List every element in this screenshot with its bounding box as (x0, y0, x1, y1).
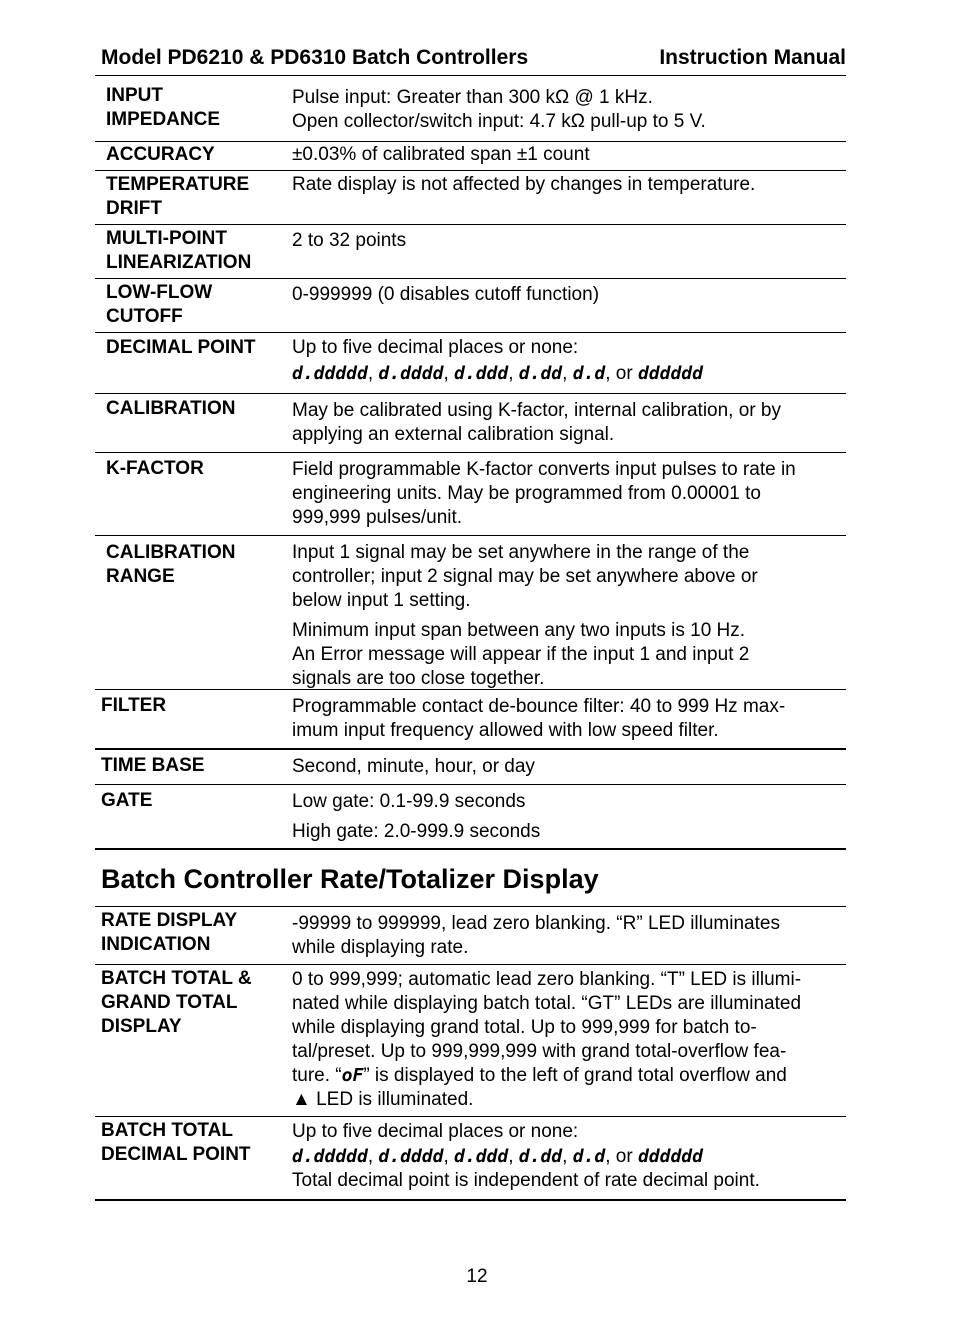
spec-line: 0-999999 (0 disables cutoff function) (292, 284, 600, 305)
separator: , (367, 363, 374, 384)
spec-line (292, 1064, 844, 1088)
row-divider (95, 170, 846, 171)
separator: , (562, 363, 568, 384)
spec-line: High gate: 2.0-999.9 seconds (292, 821, 541, 842)
decimal-formats (292, 1145, 844, 1169)
spec-line: 0 to 999,999; automatic lead zero blanking. “T” LED is illumi- (292, 969, 802, 990)
spec-label: FILTER (101, 695, 167, 716)
spec-line: Second, minute, hour, or day (292, 756, 535, 777)
row-divider (95, 393, 846, 394)
header-right: Instruction Manual (659, 46, 846, 69)
format-5dp: d.ddddd (292, 1146, 368, 1167)
row-divider (95, 224, 846, 225)
row-divider (95, 278, 846, 279)
format-4dp: d.dddd (378, 1146, 444, 1167)
row-divider (95, 748, 846, 750)
separator: , (443, 363, 449, 384)
spec-line: signals are too close together. (292, 668, 545, 689)
format-none: dddddd (637, 363, 703, 384)
section-title: Batch Controller Rate/Totalizer Display (101, 864, 599, 894)
header-rule (95, 75, 846, 76)
spec-value (292, 790, 844, 844)
header-title: Model PD6210 & PD6310 Batch Controllers (101, 46, 529, 69)
format-none: dddddd (637, 1146, 703, 1167)
spec-line: -99999 to 999999, lead zero blanking. “R” LED illuminates (292, 913, 780, 934)
spec-value (292, 229, 844, 253)
format-3dp: d.ddd (454, 363, 509, 384)
spec-line: Up to five decimal places or none: (292, 1121, 579, 1142)
spec-value (292, 755, 844, 779)
spec-value (292, 458, 844, 530)
spec-label: ACCURACY (106, 144, 215, 165)
format-2dp: d.dd (518, 363, 563, 384)
separator: , (367, 1146, 374, 1167)
spec-line: below input 1 setting. (292, 590, 471, 611)
format-1dp: d.d (572, 1146, 606, 1167)
spec-value (292, 399, 844, 447)
spec-line: 999,999 pulses/unit. (292, 507, 463, 528)
spec-line: tal/preset. Up to 999,999,999 with grand total-overflow fea- (292, 1041, 787, 1062)
spec-label: TIME BASE (101, 755, 205, 776)
row-divider (95, 784, 846, 785)
separator: , (508, 363, 514, 384)
spec-line: ▲ LED is illuminated. (292, 1089, 474, 1110)
spec-label: LOW-FLOW CUTOFF (106, 282, 213, 327)
spec-line: Minimum input span between any two inputs is 10 Hz. (292, 620, 746, 641)
or-text: , or (605, 1146, 633, 1167)
spec-line: Field programmable K-factor converts input pulses to rate in (292, 459, 796, 480)
row-divider (95, 452, 846, 453)
spec-label: MULTI-POINT LINEARIZATION (106, 228, 252, 273)
format-5dp: d.ddddd (292, 363, 368, 384)
row-divider (95, 141, 846, 142)
decimal-formats (292, 362, 844, 386)
separator: , (508, 1146, 514, 1167)
spec-line: controller; input 2 signal may be set anywhere above or (292, 566, 758, 587)
spec-value (292, 968, 844, 1112)
spec-line: May be calibrated using K-factor, internal calibration, or by (292, 400, 781, 421)
spec-line: nated while displaying batch total. “GT” LEDs are illuminated (292, 993, 802, 1014)
spec-line: Total decimal point is independent of rate decimal point. (292, 1170, 760, 1191)
spec-line: while displaying grand total. Up to 999,999 for batch to- (292, 1017, 757, 1038)
spec-line: An Error message will appear if the input 1 and input 2 (292, 644, 750, 665)
table-end-rule (95, 1199, 846, 1201)
text-fragment: ” is displayed to the left of grand total overflow and (363, 1065, 787, 1086)
row-divider (95, 535, 846, 536)
spec-line: while displaying rate. (292, 937, 469, 958)
row-divider (95, 1116, 846, 1117)
spec-value (292, 283, 844, 307)
spec-line: Open collector/switch input: 4.7 kΩ pull-up to 5 V. (292, 111, 706, 132)
spec-line: imum input frequency allowed with low speed filter. (292, 720, 719, 741)
text-fragment: ture. “ (292, 1065, 342, 1086)
format-1dp: d.d (572, 363, 606, 384)
spec-line: Pulse input: Greater than 300 kΩ @ 1 kHz. (292, 87, 653, 108)
spec-line: engineering units. May be programmed from 0.00001 to (292, 483, 761, 504)
spec-line: 2 to 32 points (292, 230, 407, 251)
spec-label: TEMPERATURE DRIFT (106, 174, 250, 219)
row-divider (95, 332, 846, 333)
section-end-rule (95, 848, 846, 850)
spec-value (292, 86, 844, 134)
spec-line: Programmable contact de-bounce filter: 40 to 999 Hz max- (292, 696, 786, 717)
spec-label: GATE (101, 790, 153, 811)
page-number: 12 (466, 1266, 488, 1287)
separator: , (443, 1146, 449, 1167)
spec-label: INPUT IMPEDANCE (106, 85, 221, 130)
spec-label: RATE DISPLAY INDICATION (101, 910, 238, 955)
spec-value (292, 1120, 844, 1193)
spec-line: Input 1 signal may be set anywhere in the range of the (292, 542, 750, 563)
format-3dp: d.ddd (454, 1146, 509, 1167)
spec-line: Low gate: 0.1-99.9 seconds (292, 791, 526, 812)
row-divider (95, 964, 846, 965)
spec-value (292, 695, 844, 743)
spec-label: CALIBRATION RANGE (106, 542, 236, 587)
spec-line: applying an external calibration signal. (292, 424, 615, 445)
overflow-indicator: oF (341, 1065, 364, 1086)
page-header (101, 46, 846, 70)
spec-line: ±0.03% of calibrated span ±1 count (292, 144, 590, 165)
spec-line: Up to five decimal places or none: (292, 337, 579, 358)
spec-value (292, 912, 844, 960)
spec-value (292, 541, 844, 691)
section-title-rule (95, 906, 846, 907)
row-divider (95, 689, 846, 690)
spec-label: BATCH TOTAL DECIMAL POINT (101, 1120, 251, 1165)
spec-label: K-FACTOR (106, 458, 204, 479)
spec-value (292, 143, 844, 167)
spec-value (292, 173, 844, 197)
spec-line: Rate display is not affected by changes in temperature. (292, 174, 756, 195)
format-4dp: d.dddd (378, 363, 444, 384)
spec-value (292, 336, 844, 386)
format-2dp: d.dd (518, 1146, 563, 1167)
spec-label: BATCH TOTAL & GRAND TOTAL DISPLAY (101, 968, 252, 1037)
separator: , (562, 1146, 568, 1167)
spec-label: CALIBRATION (106, 398, 236, 419)
spec-label: DECIMAL POINT (106, 337, 256, 358)
or-text: , or (605, 363, 633, 384)
